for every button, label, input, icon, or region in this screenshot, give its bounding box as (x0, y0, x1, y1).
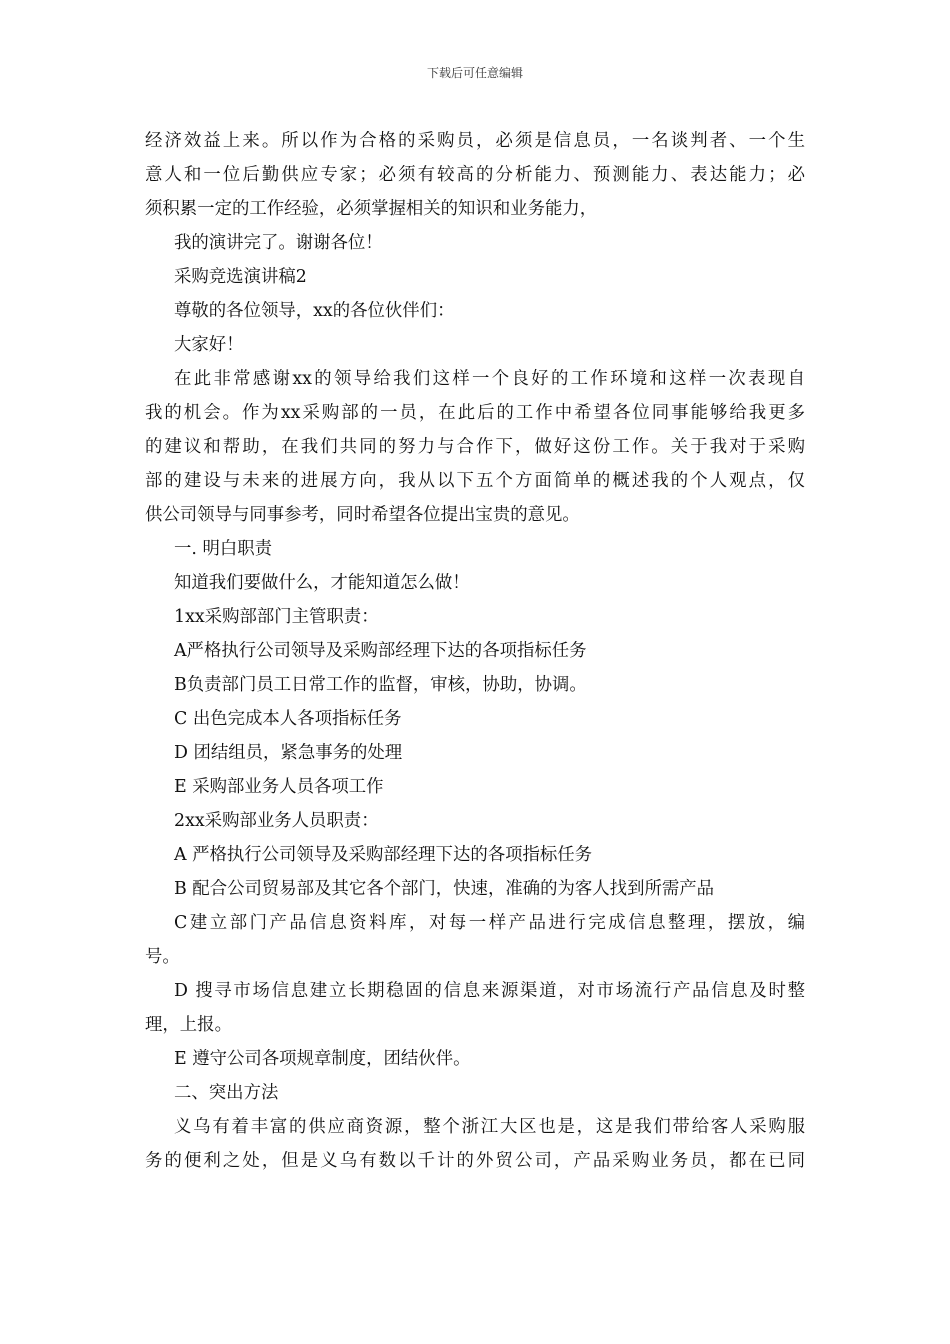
text-line: 的建议和帮助，在我们共同的努力与合作下，做好这份工作。关于我对于采购 (145, 437, 805, 457)
text-line: 知道我们要做什么，才能知道怎么做！ (174, 573, 470, 593)
text-line: 部的建设与未来的进展方向，我从以下五个方面简单的概述我的个人观点，仅 (145, 471, 805, 491)
text-line: 我的机会。作为xx采购部的一员，在此后的工作中希望各位同事能够给我更多 (145, 403, 805, 423)
page-header: 下载后可任意编辑 (426, 66, 523, 80)
text-line: 在此非常感谢xx的领导给我们这样一个良好的工作环境和这样一次表现自 (174, 369, 805, 389)
text-line: 一. 明白职责 (174, 539, 273, 559)
text-line: B负责部门员工日常工作的监督，审核，协助，协调。 (174, 675, 587, 695)
text-line: E 采购部业务人员各项工作 (174, 777, 384, 797)
text-line: D 搜寻市场信息建立长期稳固的信息来源渠道，对市场流行产品信息及时整 (174, 981, 805, 1001)
text-line: 我的演讲完了。谢谢各位！ (174, 233, 383, 253)
text-line: A严格执行公司领导及采购部经理下达的各项指标任务 (174, 641, 587, 661)
text-line: 尊敬的各位领导，xx的各位伙伴们： (174, 301, 455, 321)
text-line: 须积累一定的工作经验，必须掌握相关的知识和业务能力， (145, 199, 598, 219)
text-line: E 遵守公司各项规章制度，团结伙伴。 (174, 1049, 471, 1069)
document-body (145, 124, 805, 1178)
text-line: 供公司领导与同事参考，同时希望各位提出宝贵的意见。 (145, 505, 580, 525)
text-line: 2xx采购部业务人员职责： (174, 811, 379, 831)
text-line: A 严格执行公司领导及采购部经理下达的各项指标任务 (174, 845, 593, 865)
text-line: 理，上报。 (145, 1015, 232, 1035)
text-line: 经济效益上来。所以作为合格的采购员，必须是信息员，一名谈判者、一个生 (145, 131, 805, 151)
text-line: 采购竞选演讲稿2 (174, 267, 307, 287)
text-line: 大家好！ (174, 335, 244, 355)
text-line: C 出色完成本人各项指标任务 (174, 709, 402, 729)
text-line: 号。 (145, 947, 180, 967)
text-line: D 团结组员，紧急事务的处理 (174, 743, 403, 763)
text-line: 二、突出方法 (174, 1083, 279, 1103)
text-line: B 配合公司贸易部及其它各个部门，快速，准确的为客人找到所需产品 (174, 879, 715, 899)
text-line: 义乌有着丰富的供应商资源，整个浙江大区也是，这是我们带给客人采购服 (174, 1117, 805, 1137)
text-line: C建立部门产品信息资料库，对每一样产品进行完成信息整理，摆放，编 (174, 913, 805, 933)
text-line: 意人和一位后勤供应专家；必须有较高的分析能力、预测能力、表达能力；必 (145, 165, 805, 185)
text-line: 务的便利之处，但是义乌有数以千计的外贸公司，产品采购业务员，都在已同 (145, 1151, 805, 1171)
text-line: 1xx采购部部门主管职责： (174, 607, 379, 627)
